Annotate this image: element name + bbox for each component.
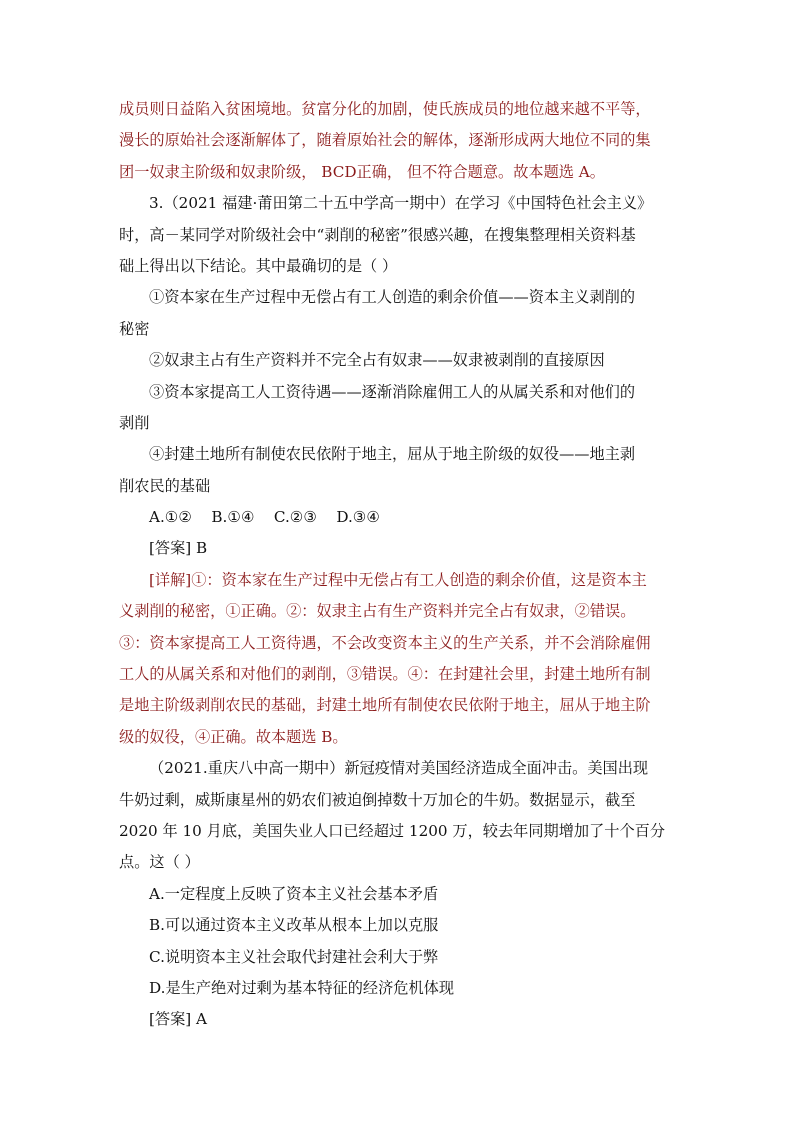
text-line: 成员则日益陷入贫困境地。贫富分化的加剧，使氏族成员的地位越来越不平等， <box>119 100 651 118</box>
question-3 <box>119 188 679 753</box>
answer-options: A.①② B.①④ C.②③ D.③④ <box>149 508 381 527</box>
question-stem-line: 牛奶过剩，威斯康星州的奶农们被迫倒掉数十万加仑的牛奶。数据显示，截至 <box>119 790 636 809</box>
option-b: B.可以通过资本主义改革从根本上加以克服 <box>149 916 439 935</box>
question-stem-line: 3.（2021 福建·莆田第二十五中学高一期中）在学习《中国特色社会主义》 <box>149 194 653 213</box>
question-stem-line: 时，高－某同学对阶级社会中“剥削的秘密”很感兴趣，在搜集整理相关资料基 <box>119 225 636 244</box>
explanation-line: 级的奴役，④正确。故本题选 B。 <box>119 727 348 746</box>
option-c: C.说明资本主义社会取代封建社会利大于弊 <box>149 947 439 966</box>
text-line: 团一奴隶主阶级和奴隶阶级， BCD正确， 但不符合题意。故本题选 A。 <box>119 162 605 181</box>
question-stem-line: 2020 年 10 月底，美国失业人口已经超过 1200 万，较去年同期增加了十个百分 <box>119 821 666 840</box>
question-4 <box>119 753 679 1036</box>
statement-1-cont: 秘密 <box>119 319 150 338</box>
statement-1: ①资本家在生产过程中无偿占有工人创造的剩余价值——资本主义剥削的 <box>149 288 635 307</box>
option-a: A.一定程度上反映了资本主义社会基本矛盾 <box>149 884 439 903</box>
question-stem-line: 础上得出以下结论。其中最确切的是（ ） <box>119 256 398 275</box>
statement-3-cont: 剥削 <box>119 413 150 432</box>
statement-4-cont: 削农民的基础 <box>119 476 211 495</box>
explanation-line: [详解]①：资本家在生产过程中无偿占有工人创造的剩余价值，这是资本主 <box>149 570 647 589</box>
explanation-line: ③：资本家提高工人工资待遇，不会改变资本主义的生产关系，并不会消除雇佣 <box>119 633 651 652</box>
previous-explanation-continuation <box>119 94 679 188</box>
document-page <box>119 94 679 1036</box>
answer-label: [答案] A <box>149 1010 208 1029</box>
statement-3: ③资本家提高工人工资待遇——逐渐消除雇佣工人的从属关系和对他们的 <box>149 382 635 401</box>
statement-4: ④封建土地所有制使农民依附于地主，屈从于地主阶级的奴役——地主剥 <box>149 445 635 464</box>
explanation-line: 是地主阶级剥削农民的基础，封建土地所有制使农民依附于地主，屈从于地主阶 <box>119 696 651 715</box>
statement-2: ②奴隶主占有生产资料并不完全占有奴隶——奴隶被剥削的直接原因 <box>149 351 605 370</box>
explanation-line: 义剥削的秘密，①正确。②：奴隶主占有生产资料并完全占有奴隶，②错误。 <box>119 602 636 621</box>
text-line: 漫长的原始社会逐渐解体了，随着原始社会的解体，逐渐形成两大地位不同的集 <box>119 131 651 150</box>
option-d: D.是生产绝对过剩为基本特征的经济危机体现 <box>149 978 455 997</box>
question-stem-line: （2021.重庆八中高一期中）新冠疫情对美国经济造成全面冲击。美国出现 <box>149 759 649 778</box>
explanation-line: 工人的从属关系和对他们的剥削，③错误。④：在封建社会里，封建土地所有制 <box>119 665 651 684</box>
answer-label: [答案] B <box>149 539 208 558</box>
question-stem-line: 点。这（ ） <box>119 853 200 872</box>
